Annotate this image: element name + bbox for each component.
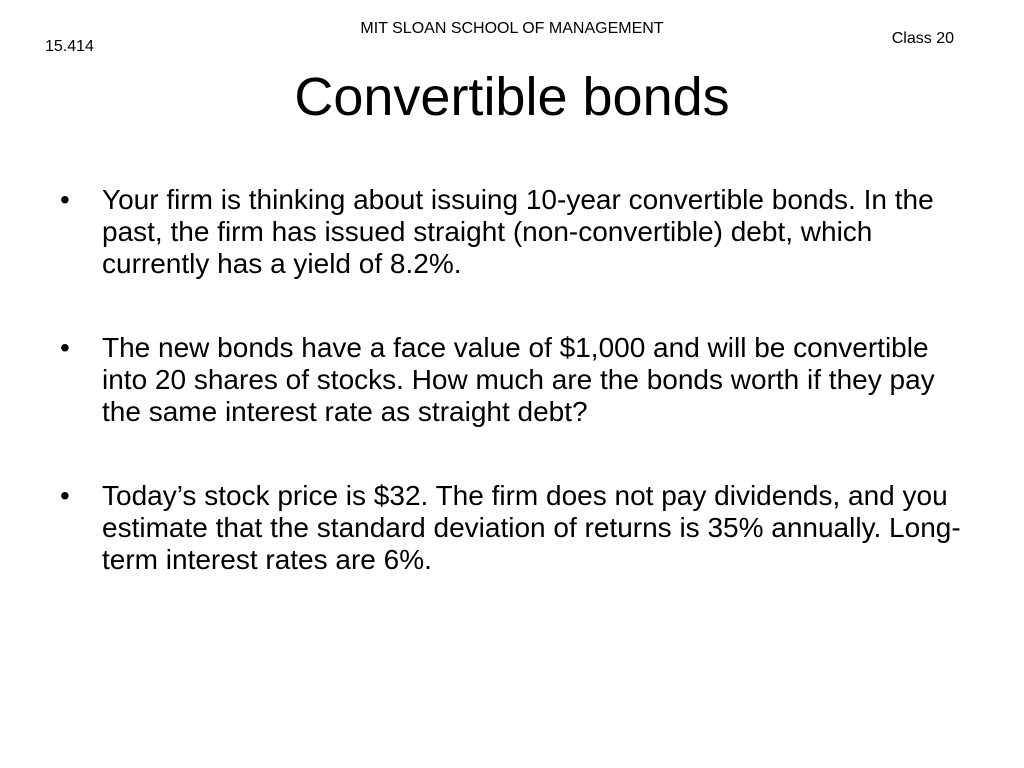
bullet-item [60,480,965,576]
bullet-icon: • [60,184,70,215]
bullet-text: Today’s stock price is $32. The firm does not pay dividends, and you estimate that the standard deviation of returns is 35% annually. Long-term interest rates are 6%. [102,480,961,575]
bullet-item [60,332,965,428]
school-name: MIT SLOAN SCHOOL OF MANAGEMENT [360,20,664,37]
bullet-item [60,184,965,280]
bullet-list [60,184,965,628]
bullet-icon: • [60,332,70,363]
bullet-icon: • [60,480,70,511]
class-number: Class 20 [891,30,954,47]
slide-title: Convertible bonds [294,67,730,127]
bullet-text: Your firm is thinking about issuing 10-year convertible bonds. In the past, the firm has issued straight (non-convertible) debt, which currently has a yield of 8.2%. [102,184,934,279]
bullet-text: The new bonds have a face value of $1,000 and will be convertible into 20 shares of stocks. How much are the bonds worth if they pay the same interest rate as straight debt? [102,332,935,427]
course-number: 15.414 [45,38,94,55]
